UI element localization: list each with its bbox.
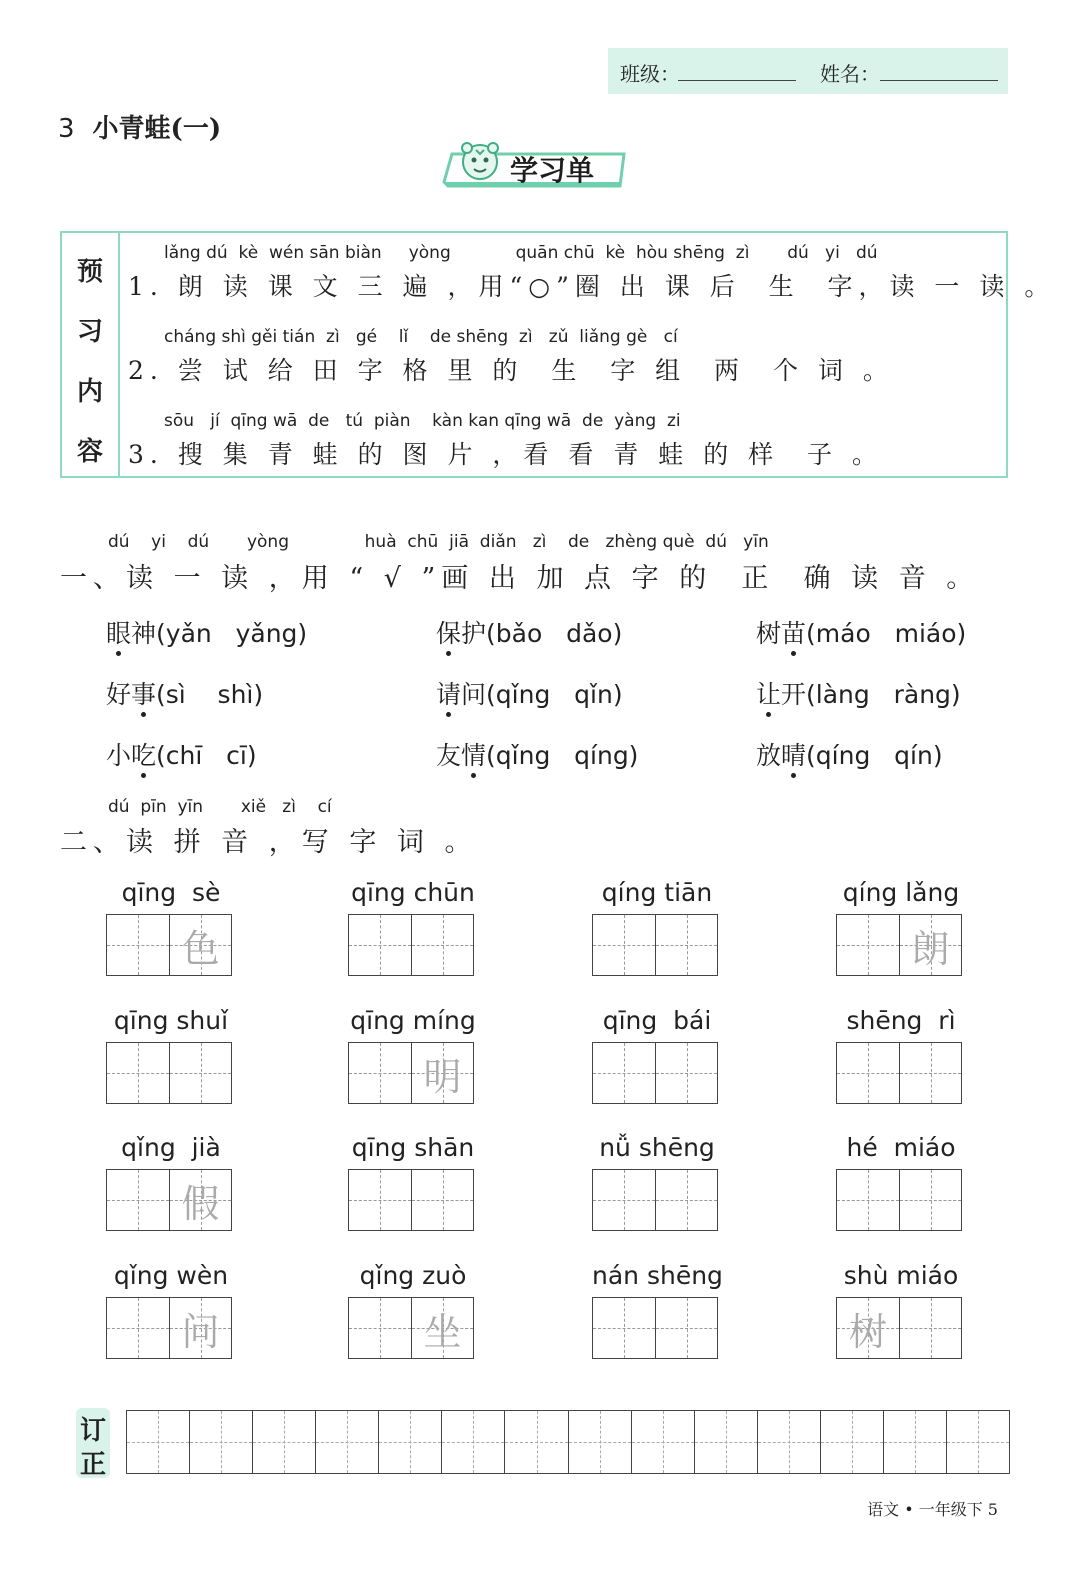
correction-label: [76, 1408, 110, 1478]
preview-task-2: 2. 尝 试 给 田 字 格 里 的 生 字 组 两 个 词 。: [128, 356, 894, 385]
tianzige-cell[interactable]: [593, 1170, 655, 1230]
pinyin-options[interactable]: (qǐng qǐn): [486, 680, 623, 709]
tianzige-grid[interactable]: [836, 914, 962, 976]
preview-task-3: 3. 搜 集 青 蛙 的 图 片 ，看 看 青 蛙 的 样 子 。: [128, 440, 884, 469]
word-char: 晴: [781, 741, 807, 770]
reading-item[interactable]: [436, 614, 622, 650]
preview-pinyin-2: cháng shì gěi tián zì gé lǐ de shēng zì zǔ liǎng gè cí: [164, 327, 678, 347]
tracing-hint-char: [656, 1298, 717, 1358]
word-pinyin: qǐng zuò: [359, 1261, 467, 1290]
tracing-hint-char: [107, 915, 169, 975]
class-name-bar: [608, 48, 1008, 94]
tianzige-cell[interactable]: [899, 1043, 961, 1103]
tianzige-cell[interactable]: [837, 1170, 899, 1230]
correction-cell[interactable]: [378, 1411, 441, 1473]
lesson-number: 3: [58, 114, 75, 144]
word-char: 好: [106, 680, 132, 709]
word-char: 护: [461, 619, 487, 648]
tianzige-cell[interactable]: [593, 1298, 655, 1358]
tianzige-cell[interactable]: [349, 915, 411, 975]
tracing-hint-char: [837, 915, 899, 975]
tianzige-cell[interactable]: [837, 1298, 899, 1358]
correction-cell[interactable]: [504, 1411, 567, 1473]
word-pinyin: qīng shuǐ: [113, 1006, 229, 1035]
tianzige-cell[interactable]: [107, 915, 169, 975]
tianzige-cell[interactable]: [349, 1170, 411, 1230]
correction-cell[interactable]: [694, 1411, 757, 1473]
word-pinyin: nǚ shēng: [599, 1133, 715, 1162]
word-char: 神: [131, 619, 157, 648]
tracing-hint-char: [349, 1298, 411, 1358]
preview-label-char: 内: [76, 377, 103, 407]
tracing-hint-char: [170, 1043, 231, 1103]
word-char: 友: [436, 741, 462, 770]
correction-cell[interactable]: [883, 1411, 946, 1473]
correction-cell[interactable]: [820, 1411, 883, 1473]
word-pinyin: qīng bái: [602, 1006, 712, 1035]
tracing-hint-char: 朗: [911, 926, 950, 971]
tianzige-grid[interactable]: [592, 914, 718, 976]
word-pinyin: shù miáo: [843, 1261, 959, 1290]
tianzige-cell[interactable]: [169, 1170, 231, 1230]
tianzige-cell[interactable]: [837, 915, 899, 975]
pinyin-options[interactable]: (qǐng qíng): [486, 741, 639, 770]
tianzige-grid[interactable]: [106, 1042, 232, 1104]
tianzige-cell[interactable]: [655, 915, 717, 975]
banner-title: 学习单: [510, 154, 595, 187]
tracing-hint-char: [593, 1043, 655, 1103]
tracing-hint-char: [107, 1298, 169, 1358]
tianzige-grid[interactable]: [836, 1042, 962, 1104]
pinyin-options[interactable]: (bǎo dǎo): [486, 619, 623, 648]
reading-item[interactable]: [756, 614, 966, 650]
word-char: 眼: [106, 619, 132, 648]
preview-label: [62, 233, 120, 476]
pinyin-options[interactable]: (làng ràng): [806, 680, 961, 709]
tracing-hint-char: [107, 1170, 169, 1230]
word-char: 问: [461, 680, 487, 709]
tracing-hint-char: [593, 1170, 655, 1230]
word-pinyin: qīng shān: [351, 1133, 475, 1162]
tracing-hint-char: [656, 1043, 717, 1103]
reading-item[interactable]: [436, 736, 638, 772]
tracing-hint-char: [412, 915, 473, 975]
correction-cell[interactable]: [252, 1411, 315, 1473]
tianzige-cell[interactable]: [411, 915, 473, 975]
correction-cell[interactable]: [127, 1411, 189, 1473]
word-char: 放: [756, 741, 782, 770]
preview-label-char: 习: [76, 317, 103, 347]
preview-task-1: 1. 朗 读 课 文 三 遍 ，用“○”圈 出 课 后 生 字，读 一 读 。: [128, 272, 1056, 301]
word-char: 苗: [781, 619, 807, 648]
tianzige-grid[interactable]: [592, 1042, 718, 1104]
tianzige-grid[interactable]: [348, 914, 474, 976]
preview-pinyin-3: sōu jí qīng wā de tú piàn kàn kan qīng wā de yàng zi: [164, 411, 681, 431]
class-field[interactable]: [678, 80, 796, 81]
reading-item[interactable]: [756, 675, 961, 711]
name-field[interactable]: [880, 80, 998, 81]
correction-cell[interactable]: [441, 1411, 504, 1473]
pinyin-options[interactable]: (chī cī): [156, 741, 257, 770]
page-footer: 语文 • 一年级下 5: [867, 1500, 998, 1519]
tracing-hint-char: [900, 1298, 961, 1358]
tianzige-cell[interactable]: [899, 915, 961, 975]
tianzige-grid[interactable]: [106, 914, 232, 976]
tracing-hint-char: [593, 1298, 655, 1358]
tianzige-cell[interactable]: [169, 915, 231, 975]
pinyin-options[interactable]: (sì shì): [156, 680, 264, 709]
tianzige-cell[interactable]: [655, 1043, 717, 1103]
tracing-hint-char: [107, 1043, 169, 1103]
tianzige-cell[interactable]: [655, 1298, 717, 1358]
tianzige-grid[interactable]: [348, 1169, 474, 1231]
tracing-hint-char: 假: [181, 1181, 220, 1226]
tianzige-cell[interactable]: [593, 1043, 655, 1103]
tianzige-cell[interactable]: [169, 1043, 231, 1103]
reading-item[interactable]: [106, 614, 307, 650]
tianzige-grid[interactable]: [592, 1297, 718, 1359]
tianzige-grid[interactable]: [348, 1297, 474, 1359]
word-pinyin: qīng míng: [350, 1006, 476, 1035]
tianzige-cell[interactable]: [837, 1043, 899, 1103]
word-pinyin: hé miáo: [846, 1133, 956, 1162]
word-pinyin: qíng tiān: [601, 878, 713, 907]
tianzige-cell[interactable]: [899, 1298, 961, 1358]
tracing-hint-char: [837, 1170, 899, 1230]
tianzige-cell[interactable]: [655, 1170, 717, 1230]
tracing-hint-char: [412, 1170, 473, 1230]
tianzige-grid[interactable]: [106, 1297, 232, 1359]
tracing-hint-char: 明: [423, 1054, 462, 1099]
tianzige-grid[interactable]: [348, 1042, 474, 1104]
word-char: 开: [781, 680, 807, 709]
tianzige-cell[interactable]: [349, 1298, 411, 1358]
section2-title: 二、读 拼 音 ，写 字 词 。: [60, 827, 478, 858]
tianzige-grid[interactable]: [592, 1169, 718, 1231]
word-pinyin: qīng sè: [121, 878, 221, 907]
section2-pinyin: dú pīn yīn xiě zì cí: [108, 797, 332, 817]
tianzige-cell[interactable]: [107, 1043, 169, 1103]
name-label: 姓名：: [820, 62, 880, 86]
lesson-name: 小青蛙(一): [92, 114, 222, 144]
tracing-hint-char: [593, 915, 655, 975]
reading-item[interactable]: [106, 675, 263, 711]
word-char: 事: [131, 680, 157, 709]
preview-box: [60, 231, 1056, 478]
correction-cell[interactable]: [315, 1411, 378, 1473]
correction-cell[interactable]: [189, 1411, 252, 1473]
tianzige-cell[interactable]: [107, 1170, 169, 1230]
correction-cell[interactable]: [568, 1411, 631, 1473]
tianzige-cell[interactable]: [349, 1043, 411, 1103]
word-char: 情: [461, 741, 487, 770]
tracing-hint-char: 树: [848, 1309, 887, 1354]
tracing-hint-char: [656, 915, 717, 975]
correction-grid[interactable]: [126, 1410, 1010, 1474]
reading-item[interactable]: [106, 736, 257, 772]
word-pinyin: qǐng wèn: [113, 1261, 229, 1290]
word-pinyin: nán shēng: [592, 1261, 723, 1290]
word-char: 请: [436, 680, 462, 709]
tianzige-cell[interactable]: [411, 1043, 473, 1103]
correction-label-char: 订: [79, 1416, 106, 1446]
section1-title: 一、读 一 读 ，用 “ √ ”画 出 加 点 字 的 正 确 读 音 。: [60, 563, 980, 594]
tracing-hint-char: [900, 1043, 961, 1103]
correction-cell[interactable]: [631, 1411, 694, 1473]
tracing-hint-char: 问: [181, 1309, 220, 1354]
preview-pinyin-1: lǎng dú kè wén sān biàn yòng quān chū kè hòu shēng zì dú yi dú: [164, 243, 878, 263]
tracing-hint-char: 色: [181, 926, 220, 971]
word-char: 树: [756, 619, 782, 648]
section1-pinyin: dú yi dú yòng huà chū jiā diǎn zì de zhèng què dú yīn: [108, 532, 769, 552]
tianzige-cell[interactable]: [411, 1170, 473, 1230]
tracing-hint-char: [656, 1170, 717, 1230]
tianzige-cell[interactable]: [169, 1298, 231, 1358]
tianzige-cell[interactable]: [899, 1170, 961, 1230]
tracing-hint-char: [837, 1043, 899, 1103]
tracing-hint-char: [900, 1170, 961, 1230]
preview-label-char: 容: [76, 437, 103, 467]
tianzige-grid[interactable]: [836, 1169, 962, 1231]
tianzige-cell[interactable]: [411, 1298, 473, 1358]
lesson-title: [58, 108, 221, 145]
tracing-hint-char: 坐: [423, 1309, 462, 1354]
tianzige-grid[interactable]: [106, 1169, 232, 1231]
word-char: 小: [106, 741, 132, 770]
tracing-hint-char: [349, 915, 411, 975]
pinyin-options[interactable]: (qíng qín): [806, 741, 943, 770]
word-char: 保: [436, 619, 462, 648]
word-pinyin: qǐng jià: [121, 1133, 221, 1162]
word-pinyin: qíng lǎng: [842, 878, 960, 907]
word-char: 吃: [131, 741, 157, 770]
tiger-mascot-icon: [454, 140, 506, 184]
worksheet-banner: [440, 146, 628, 188]
preview-label-char: 预: [76, 257, 103, 287]
correction-cell[interactable]: [757, 1411, 820, 1473]
reading-item[interactable]: [436, 675, 623, 711]
pinyin-options[interactable]: (yǎn yǎng): [156, 619, 308, 648]
class-label: 班级：: [620, 62, 680, 86]
tianzige-cell[interactable]: [107, 1298, 169, 1358]
tianzige-grid[interactable]: [836, 1297, 962, 1359]
word-pinyin: shēng rì: [846, 1006, 956, 1035]
pinyin-options[interactable]: (máo miáo): [806, 619, 967, 648]
word-pinyin: qīng chūn: [351, 878, 475, 907]
tianzige-cell[interactable]: [593, 915, 655, 975]
correction-cell[interactable]: [946, 1411, 1009, 1473]
word-char: 让: [756, 680, 782, 709]
reading-item[interactable]: [756, 736, 943, 772]
correction-label-char: 正: [79, 1450, 106, 1480]
tracing-hint-char: [349, 1170, 411, 1230]
tracing-hint-char: [349, 1043, 411, 1103]
